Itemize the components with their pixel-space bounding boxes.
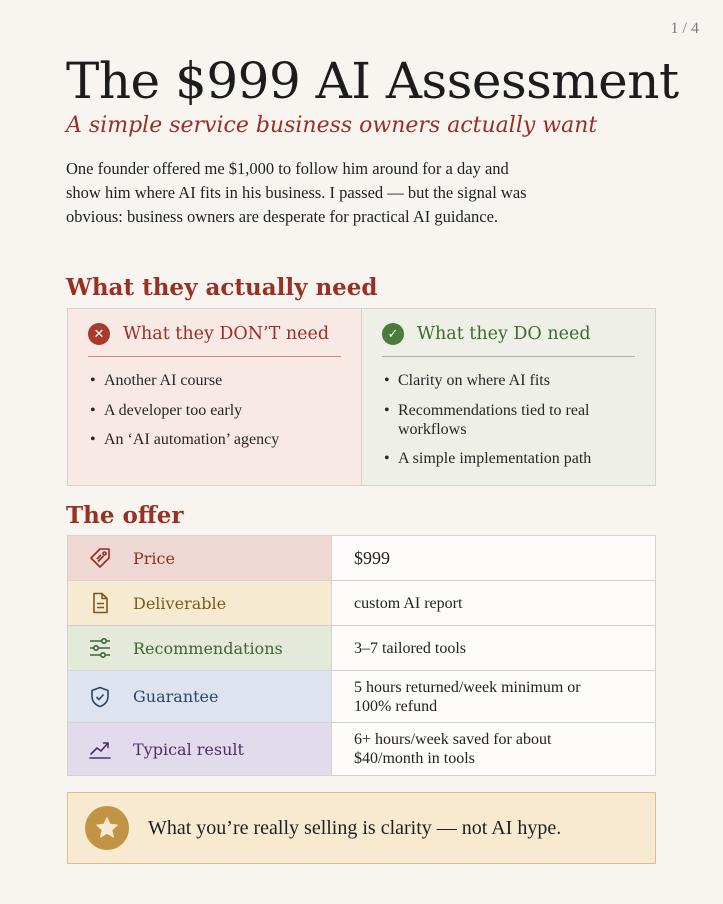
offer-label: Recommendations xyxy=(133,638,283,658)
x-circle-icon: ✕ xyxy=(88,323,110,345)
table-row xyxy=(68,723,655,775)
divider xyxy=(382,356,635,357)
shield-check-icon xyxy=(88,685,112,709)
intro-paragraph: One founder offered me $1,000 to follow him around for a day and show him where AI fits in his business. I passed — but the signal was obvious: business owners are desperate for practical AI guidance. xyxy=(66,159,527,226)
offer-label-cell xyxy=(68,723,332,775)
offer-value: 6+ hours/week saved for about $40/month in tools xyxy=(332,723,655,775)
list-item: • A simple implementation path xyxy=(384,449,604,468)
table-row xyxy=(68,671,655,723)
offer-value: $999 xyxy=(332,536,655,580)
offer-value: 3–7 tailored tools xyxy=(332,626,655,670)
table-row xyxy=(68,536,655,581)
star-icon xyxy=(85,806,129,850)
do-need-list xyxy=(384,371,604,479)
offer-label-cell xyxy=(68,671,332,722)
dont-need-column xyxy=(68,309,362,485)
offer-label: Guarantee xyxy=(133,687,219,706)
trend-up-icon xyxy=(88,737,112,761)
page-indicator: 1 / 4 xyxy=(670,20,699,37)
do-need-column xyxy=(362,309,655,485)
dont-need-header xyxy=(88,323,329,345)
page-title: The $999 AI Assessment xyxy=(66,52,679,110)
dont-need-list xyxy=(90,371,279,460)
offer-label-cell xyxy=(68,626,332,670)
sliders-icon xyxy=(88,636,112,660)
dont-need-label: What they DON’T need xyxy=(123,324,330,344)
offer-label: Price xyxy=(133,548,175,568)
page-subtitle: A simple service business owners actually want xyxy=(66,113,598,138)
list-item: • Clarity on where AI fits xyxy=(384,371,604,390)
list-item: • Recommendations tied to real workflows xyxy=(384,401,604,439)
offer-label-cell xyxy=(68,536,332,580)
offer-heading: The offer xyxy=(66,502,184,529)
do-need-label: What they DO need xyxy=(417,324,591,344)
callout-text: What you’re really selling is clarity — not AI hype. xyxy=(148,816,562,839)
divider xyxy=(88,356,341,357)
table-row xyxy=(68,626,655,671)
offer-label-cell xyxy=(68,581,332,625)
needs-comparison xyxy=(67,308,656,486)
offer-value: custom AI report xyxy=(332,581,655,625)
list-item: • A developer too early xyxy=(90,401,279,420)
offer-label: Deliverable xyxy=(133,593,227,613)
do-need-header xyxy=(382,323,591,345)
list-item: • Another AI course xyxy=(90,371,279,390)
table-row xyxy=(68,581,655,626)
offer-label: Typical result xyxy=(133,739,244,759)
document-icon xyxy=(88,591,112,615)
offer-value: 5 hours returned/week minimum or 100% refund xyxy=(332,671,655,722)
callout-box xyxy=(67,792,656,864)
needs-heading: What they actually need xyxy=(66,274,378,301)
check-circle-icon: ✓ xyxy=(382,323,404,345)
price-tag-icon xyxy=(88,546,112,570)
offer-table xyxy=(67,535,656,776)
list-item: • An ‘AI automation’ agency xyxy=(90,430,279,449)
